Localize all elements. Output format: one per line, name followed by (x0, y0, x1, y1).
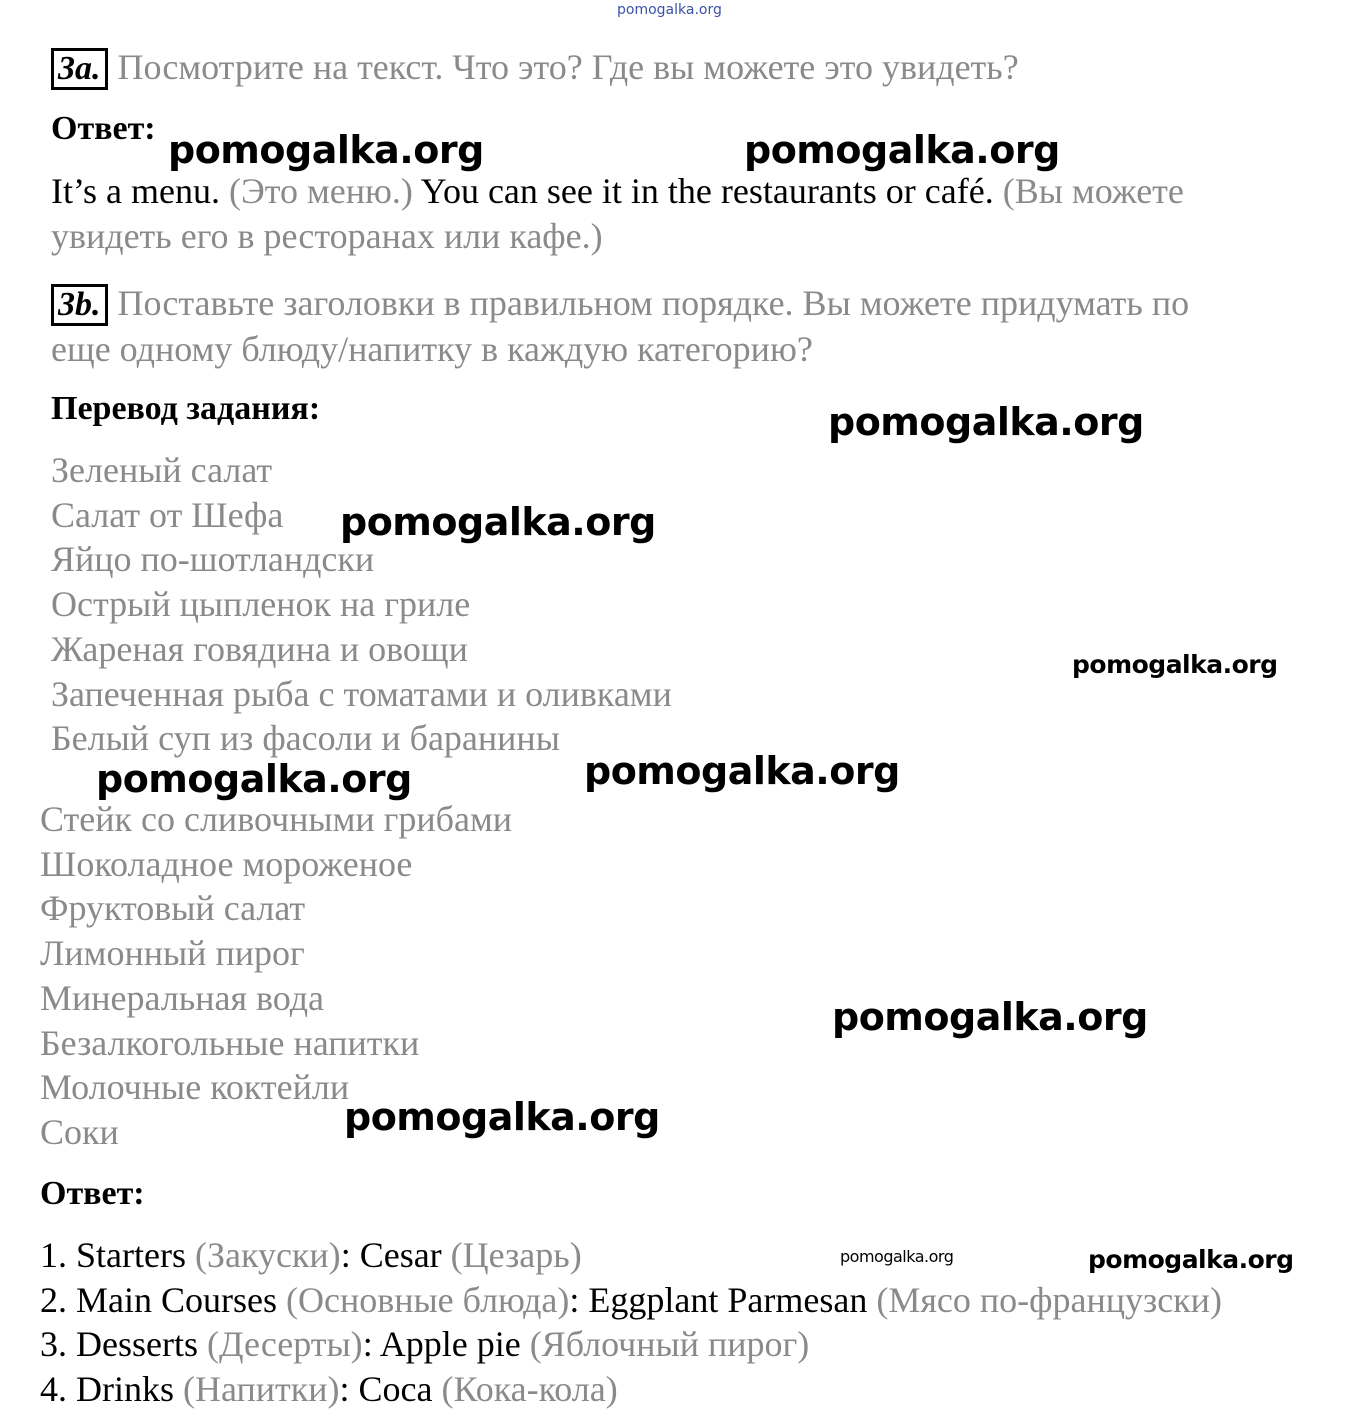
task-3a-badge: 3a. (51, 48, 108, 90)
watermark: pomogalka.org (832, 995, 1148, 1039)
answer-ru-2a: (Вы можете (1002, 171, 1184, 211)
answer-num: 3. (40, 1324, 67, 1365)
task-3a-answer-line2: увидеть его в ресторанах или кафе.) (51, 216, 603, 256)
list-item: Запеченная рыба с томатами и оливками (51, 673, 672, 714)
list-item: Лимонный пирог (40, 933, 305, 974)
answer-list (40, 1233, 1222, 1412)
answer-row (40, 1322, 1222, 1367)
list-item: Салат от Шефа (51, 494, 284, 535)
watermark: pomogalka.org (1072, 650, 1278, 679)
answer-dish-en: Apple pie (379, 1324, 521, 1365)
watermark: pomogalka.org (96, 757, 412, 801)
list-item: Жареная говядина и овощи (51, 628, 468, 669)
list-item: Соки (40, 1111, 119, 1152)
answer-category-en: Main Courses (76, 1279, 277, 1320)
answer-category-ru: (Закуски) (194, 1235, 341, 1275)
answer-separator: : (362, 1324, 373, 1365)
list-item: Зеленый салат (51, 450, 273, 490)
task-3b-question-line1 (51, 280, 1189, 326)
answer-dish-ru: (Цезарь) (450, 1235, 582, 1275)
answer-category-ru: (Напитки) (183, 1369, 340, 1410)
task-3a-answer-line1 (51, 168, 1184, 214)
list-item: Фруктовый салат (40, 888, 306, 929)
list-item: Стейк со сливочными грибами (40, 799, 512, 839)
answer-num: 1. (40, 1235, 67, 1275)
answer-dish-en: Coca (358, 1369, 433, 1410)
task-3b-question-1: Поставьте заголовки в правильном порядке. Вы можете придумать по (117, 283, 1190, 323)
answer-category-en: Drinks (76, 1369, 174, 1410)
answer-separator: : (340, 1235, 351, 1275)
answer-separator: : (569, 1279, 580, 1320)
watermark: pomogalka.org (584, 749, 900, 793)
answer-num: 2. (40, 1279, 67, 1320)
answer-en-2: You can see it in the restaurants or café. (420, 171, 994, 211)
answer-category-en: Desserts (76, 1324, 198, 1365)
task-3a-question: Посмотрите на текст. Что это? Где вы можете это увидеть? (117, 47, 1019, 87)
answer-separator: : (339, 1369, 350, 1410)
list-item: Белый суп из фасоли и баранины (51, 718, 560, 759)
answer-row (40, 1233, 1222, 1278)
watermark: pomogalka.org (840, 1247, 954, 1266)
list-item: Яйцо по-шотландски (51, 539, 375, 580)
list-item: Безалкогольные напитки (40, 1022, 420, 1063)
answer-ru-1: (Это меню.) (228, 171, 413, 211)
header-watermark: pomogalka.org (617, 2, 722, 18)
watermark: pomogalka.org (828, 400, 1144, 444)
watermark: pomogalka.org (340, 500, 656, 544)
task-3a-answer-label: Ответ: (51, 110, 156, 147)
answer-category-en: Starters (76, 1235, 186, 1275)
translation-label: Перевод задания: (51, 390, 321, 427)
answer-category-ru: (Десерты) (206, 1324, 363, 1365)
list-item: Молочные коктейли (40, 1067, 350, 1108)
answer-dish-en: Eggplant Parmesan (588, 1279, 868, 1320)
list-item: Острый цыпленок на гриле (51, 584, 471, 625)
task-3b-question-line2: еще одному блюду/напитку в каждую категорию? (51, 329, 813, 369)
task-3b-answer-label: Ответ: (40, 1175, 145, 1212)
watermark: pomogalka.org (1088, 1245, 1294, 1274)
task-3a-question-line (51, 44, 1019, 90)
answer-row (40, 1367, 1222, 1412)
answer-dish-en: Cesar (359, 1235, 442, 1275)
watermark: pomogalka.org (168, 128, 484, 172)
answer-num: 4. (40, 1369, 67, 1410)
answer-en-1: It’s a menu. (51, 171, 220, 211)
task-3b-badge: 3b. (51, 284, 108, 326)
answer-dish-ru: (Мясо по-французски) (876, 1279, 1222, 1320)
answer-dish-ru: (Яблочный пирог) (529, 1324, 810, 1365)
watermark: pomogalka.org (744, 128, 1060, 172)
watermark: pomogalka.org (344, 1095, 660, 1139)
list-item: Минеральная вода (40, 977, 325, 1018)
answer-row (40, 1278, 1222, 1323)
menu-list-a (51, 448, 672, 761)
answer-dish-ru: (Кока-кола) (441, 1369, 618, 1410)
answer-category-ru: (Основные блюда) (286, 1279, 570, 1320)
list-item: Шоколадное мороженое (40, 843, 413, 884)
